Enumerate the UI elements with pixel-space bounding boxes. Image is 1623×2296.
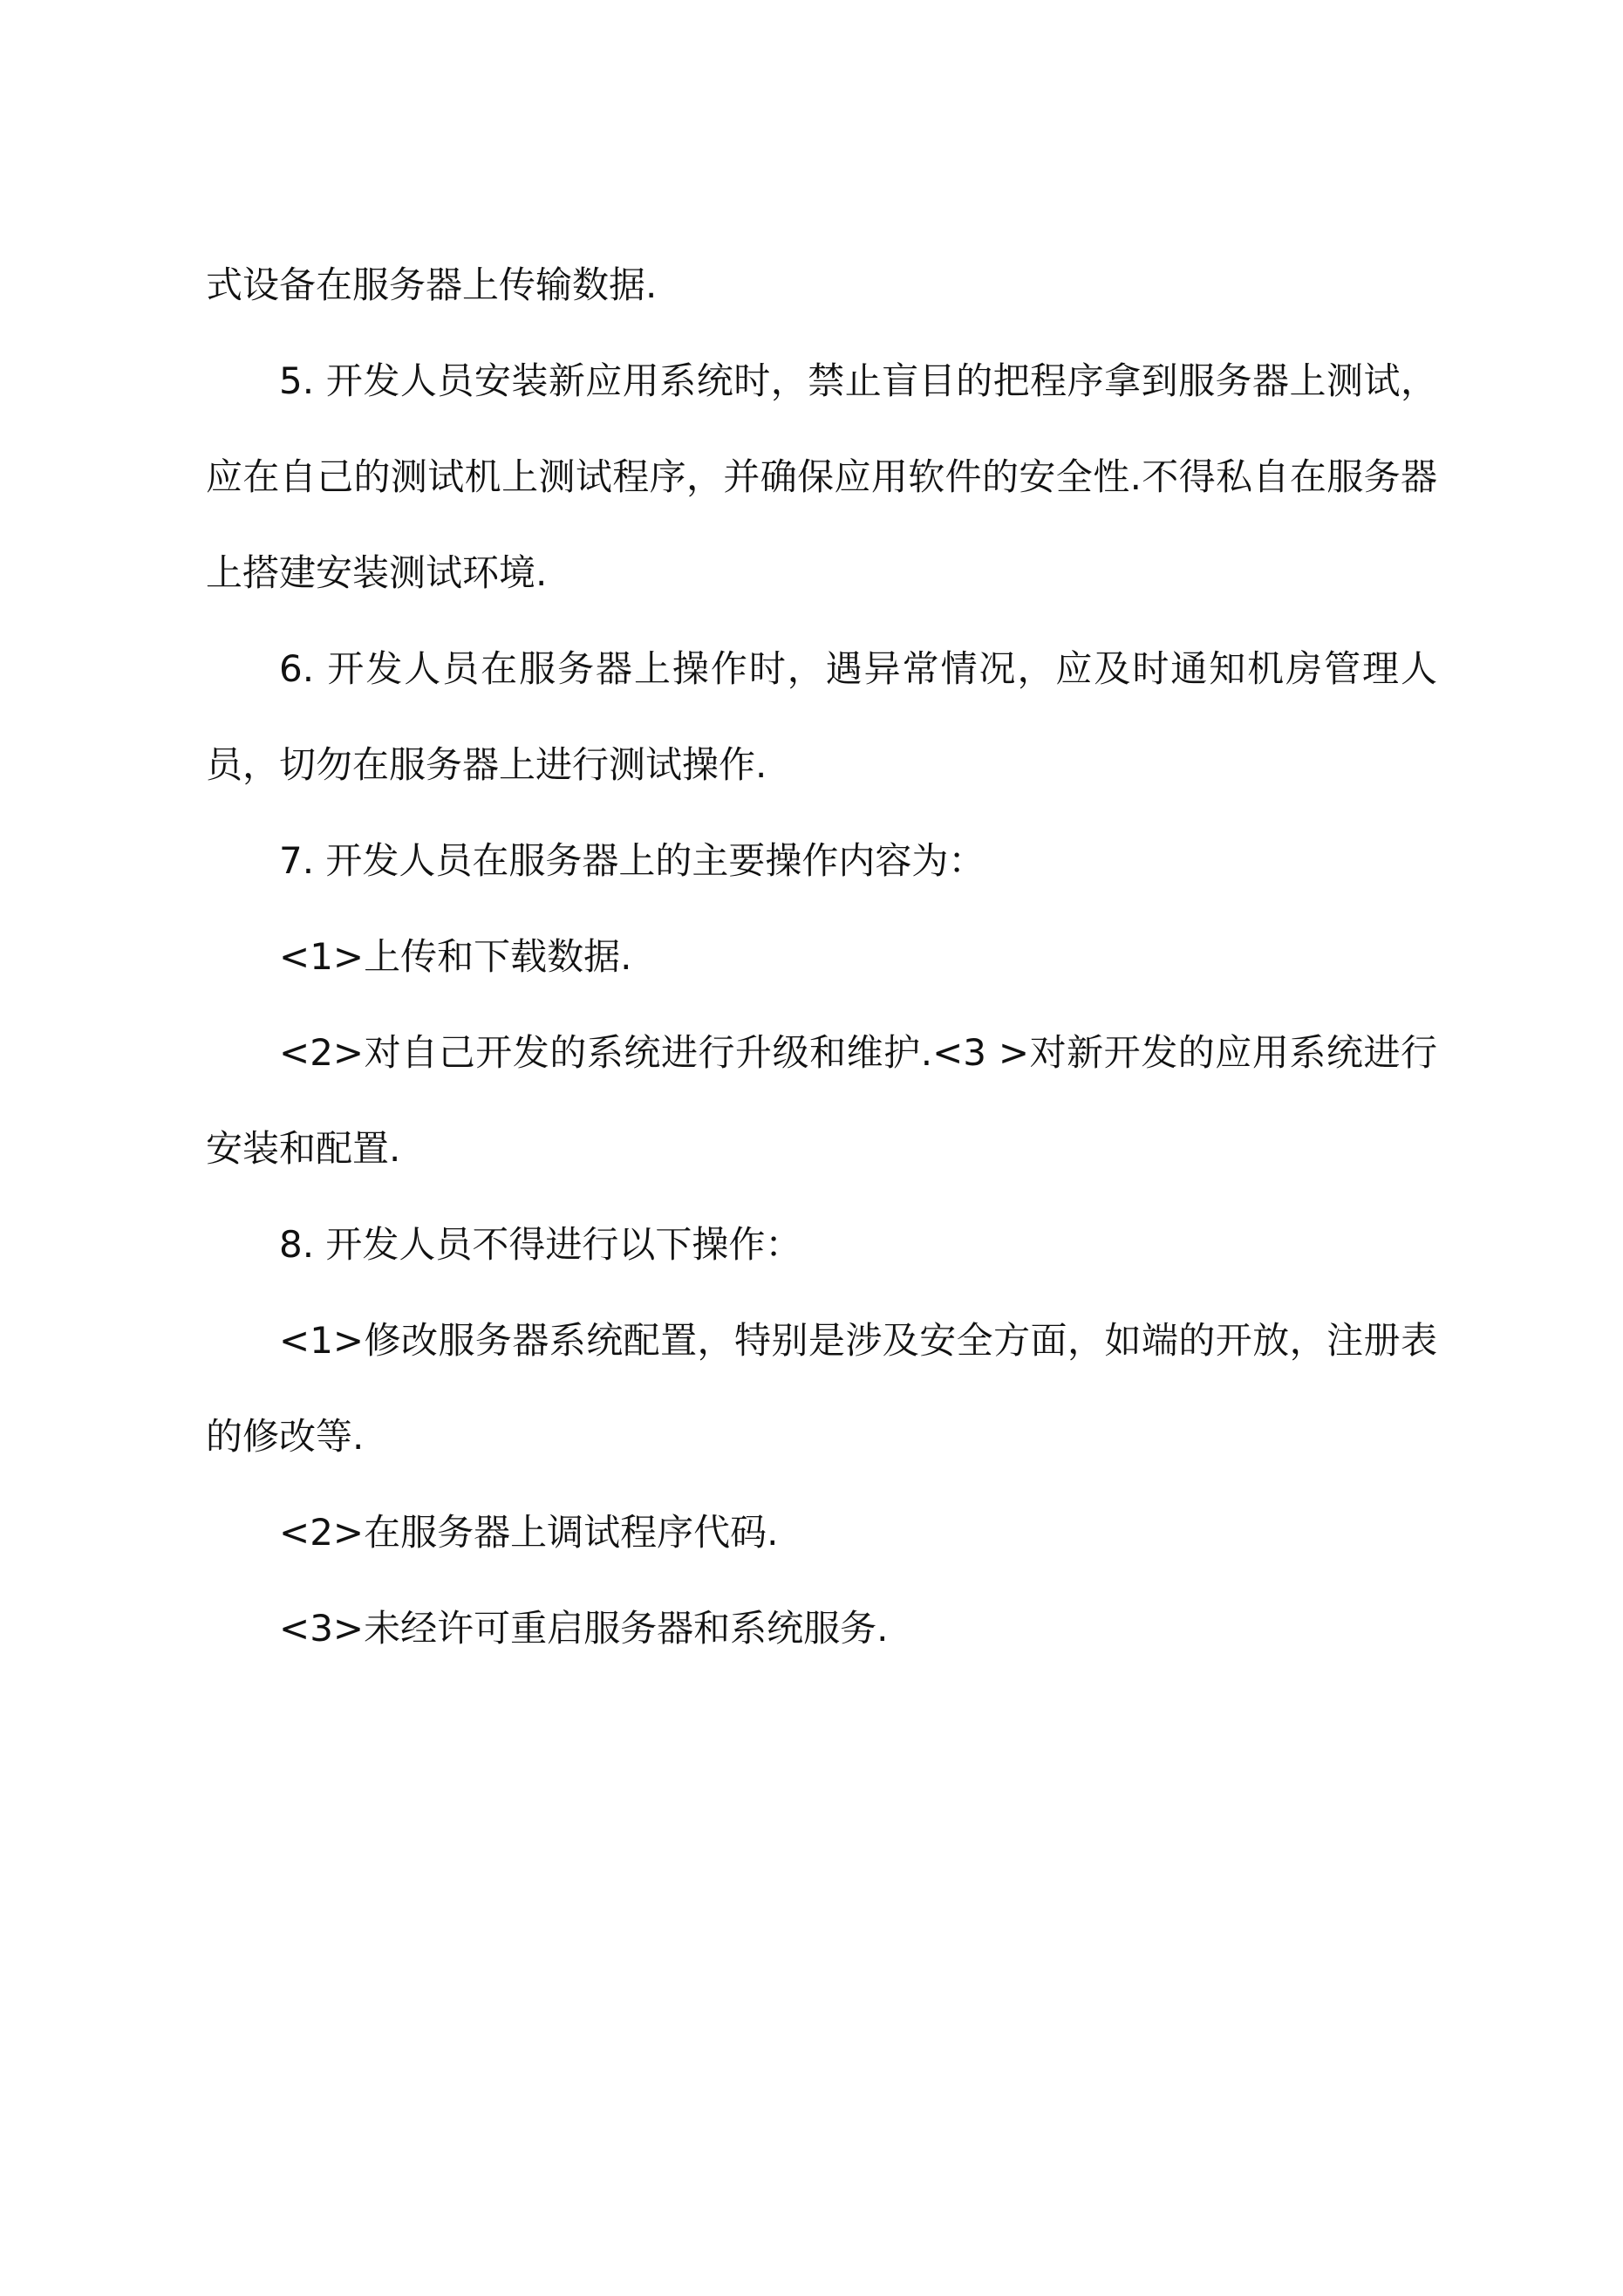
paragraph-sub-item-8-2: <2>在服务器上调试程序代码. <box>279 1511 779 1554</box>
paragraph-item-8: 8. 开发人员不得进行以下操作： <box>279 1223 802 1266</box>
document-body <box>206 237 1437 1677</box>
paragraph-continuation: 式设备在服务器上传输数据. <box>206 263 658 306</box>
paragraph-item-5: 5. 开发人员安装新应用系统时，禁止盲目的把程序拿到服务器上测试，应在自己的测试机上测试程序，并确保应用软件的安全性.不得私自在服务器上搭建安装测试环境. <box>206 359 1437 594</box>
paragraph-sub-item-7-1: <1>上传和下载数据. <box>279 935 632 978</box>
paragraph-sub-item-8-3: <3>未经许可重启服务器和系统服务. <box>279 1607 889 1650</box>
paragraph-item-7: 7. 开发人员在服务器上的主要操作内容为： <box>279 839 985 882</box>
paragraph-sub-item-8-1: <1>修改服务器系统配置，特别是涉及安全方面，如端的开放，注册表的修改等. <box>206 1319 1437 1458</box>
paragraph-item-6: 6. 开发人员在服务器上操作时，遇异常情况，应及时通知机房管理人员，切勿在服务器上进行测试操作. <box>206 647 1437 786</box>
paragraph-sub-item-7-2: <2>对自己开发的系统进行升级和维护.<3 >对新开发的应用系统进行安装和配置. <box>206 1031 1437 1170</box>
